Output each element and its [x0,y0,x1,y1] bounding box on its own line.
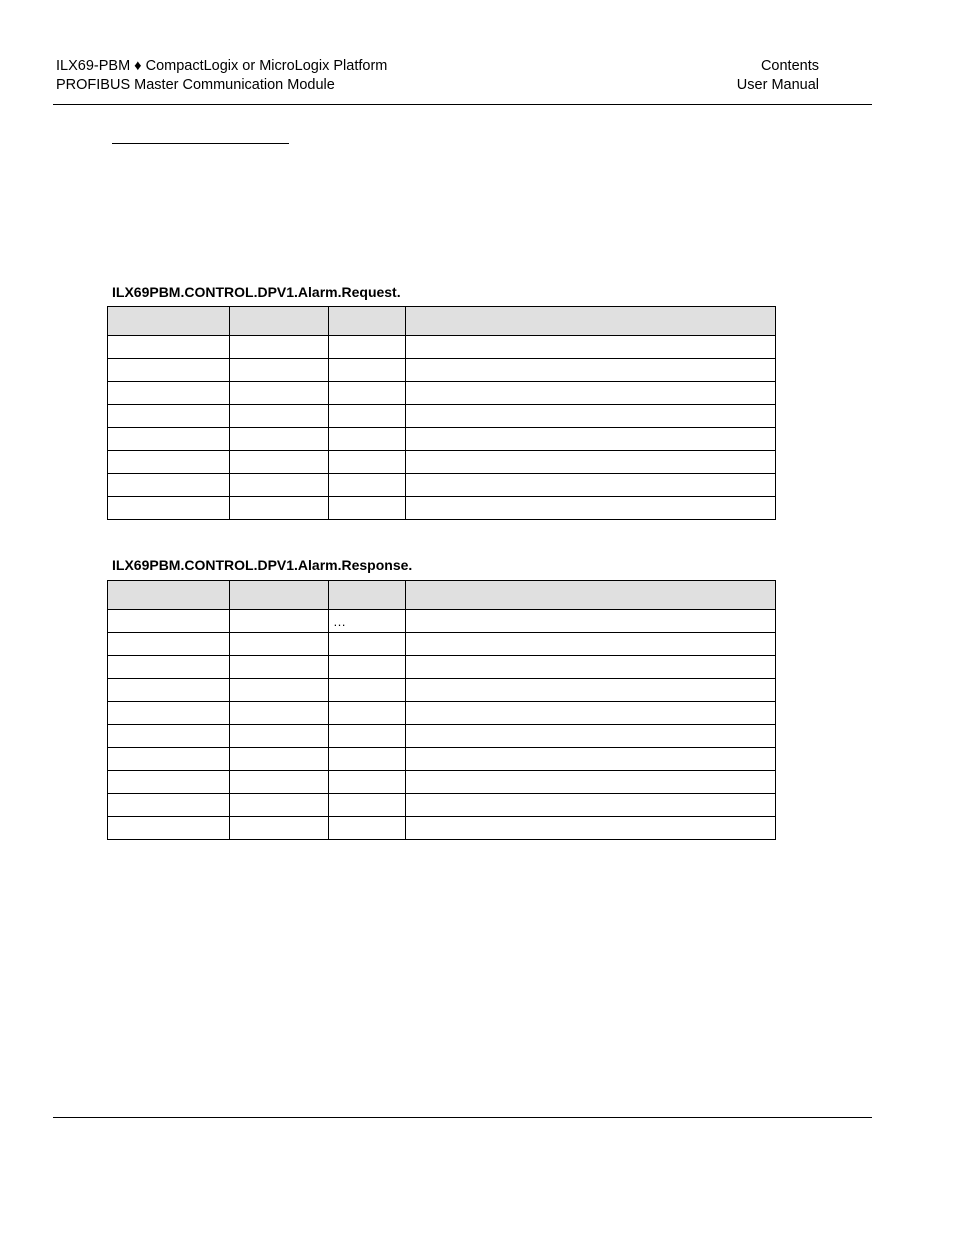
table-row [108,610,776,633]
table-cell [329,656,406,679]
footer-divider [53,1117,872,1118]
table-cell [329,725,406,748]
table-cell [406,405,776,428]
header-divider [53,104,872,105]
table-cell [108,633,230,656]
table-cell [108,679,230,702]
table-cell [230,794,329,817]
column-header [406,307,776,336]
table-row [108,405,776,428]
table-cell [329,679,406,702]
table-cell [406,794,776,817]
table-header-row [108,581,776,610]
table-cell [108,382,230,405]
table-cell [230,451,329,474]
table-row [108,451,776,474]
table-row [108,771,776,794]
table-cell [230,405,329,428]
table-cell [230,474,329,497]
alarm-response-table [107,580,776,840]
table-cell [108,497,230,520]
column-header [108,307,230,336]
table-row [108,428,776,451]
table-row [108,382,776,405]
table-cell [230,610,329,633]
table-cell [329,405,406,428]
table-row [108,359,776,382]
table-cell [406,382,776,405]
table-row [108,794,776,817]
table-cell [329,817,406,840]
table-cell [108,656,230,679]
table-cell [329,702,406,725]
document-type: User Manual [736,77,819,93]
table-cell [329,794,406,817]
table-cell [406,817,776,840]
table-cell [230,817,329,840]
table-row [108,702,776,725]
table-cell [230,679,329,702]
table-cell [329,336,406,359]
table-cell [329,497,406,520]
product-title: ILX69-PBM ♦ CompactLogix or MicroLogix Platform [56,58,388,74]
table-cell [230,771,329,794]
table-cell [406,497,776,520]
table-cell [230,359,329,382]
table-cell [406,336,776,359]
section-name: Contents [760,58,819,74]
table-cell [230,428,329,451]
table-cell [230,633,329,656]
table-cell [329,474,406,497]
table-row [108,817,776,840]
column-header [230,581,329,610]
table-cell [108,336,230,359]
alarm-request-table [107,306,776,520]
table-cell [329,359,406,382]
table-row [108,656,776,679]
table-row [108,748,776,771]
table-cell [406,610,776,633]
table-cell [230,725,329,748]
table-cell [406,656,776,679]
table-cell [329,428,406,451]
column-header [406,581,776,610]
table-header-row [108,307,776,336]
table-cell [108,359,230,382]
table-cell [329,382,406,405]
table-cell [329,771,406,794]
table-cell [108,451,230,474]
column-header [108,581,230,610]
column-header [329,307,406,336]
table-cell [230,336,329,359]
table-cell [108,702,230,725]
table-cell [329,748,406,771]
table-cell [108,610,230,633]
table-cell [406,428,776,451]
table-cell [329,633,406,656]
table-cell [108,794,230,817]
table-cell [108,474,230,497]
table-cell [406,702,776,725]
response-table-caption: ILX69PBM.CONTROL.DPV1.Alarm.Response. [112,557,413,573]
table-cell [230,702,329,725]
table-cell [230,656,329,679]
table-cell: … [329,610,406,633]
request-table-caption: ILX69PBM.CONTROL.DPV1.Alarm.Request. [112,284,401,300]
product-subtitle: PROFIBUS Master Communication Module [56,77,335,93]
table-cell [108,817,230,840]
table-row [108,633,776,656]
table-row [108,497,776,520]
table-row [108,336,776,359]
table-row [108,679,776,702]
table-row [108,725,776,748]
table-cell [230,497,329,520]
table-cell [108,771,230,794]
table-cell [406,474,776,497]
table-cell [406,771,776,794]
table-cell [230,382,329,405]
table-cell [108,428,230,451]
table-cell [406,451,776,474]
column-header [230,307,329,336]
table-cell [108,748,230,771]
table-cell [406,679,776,702]
table-cell [406,725,776,748]
section-heading-underline [112,143,289,144]
table-cell [329,451,406,474]
table-cell [406,633,776,656]
header-left [56,57,387,95]
table-cell [108,405,230,428]
table-cell [108,725,230,748]
column-header [329,581,406,610]
table-cell [406,748,776,771]
table-row [108,474,776,497]
table-cell [406,359,776,382]
header-right [737,57,819,95]
table-cell [230,748,329,771]
